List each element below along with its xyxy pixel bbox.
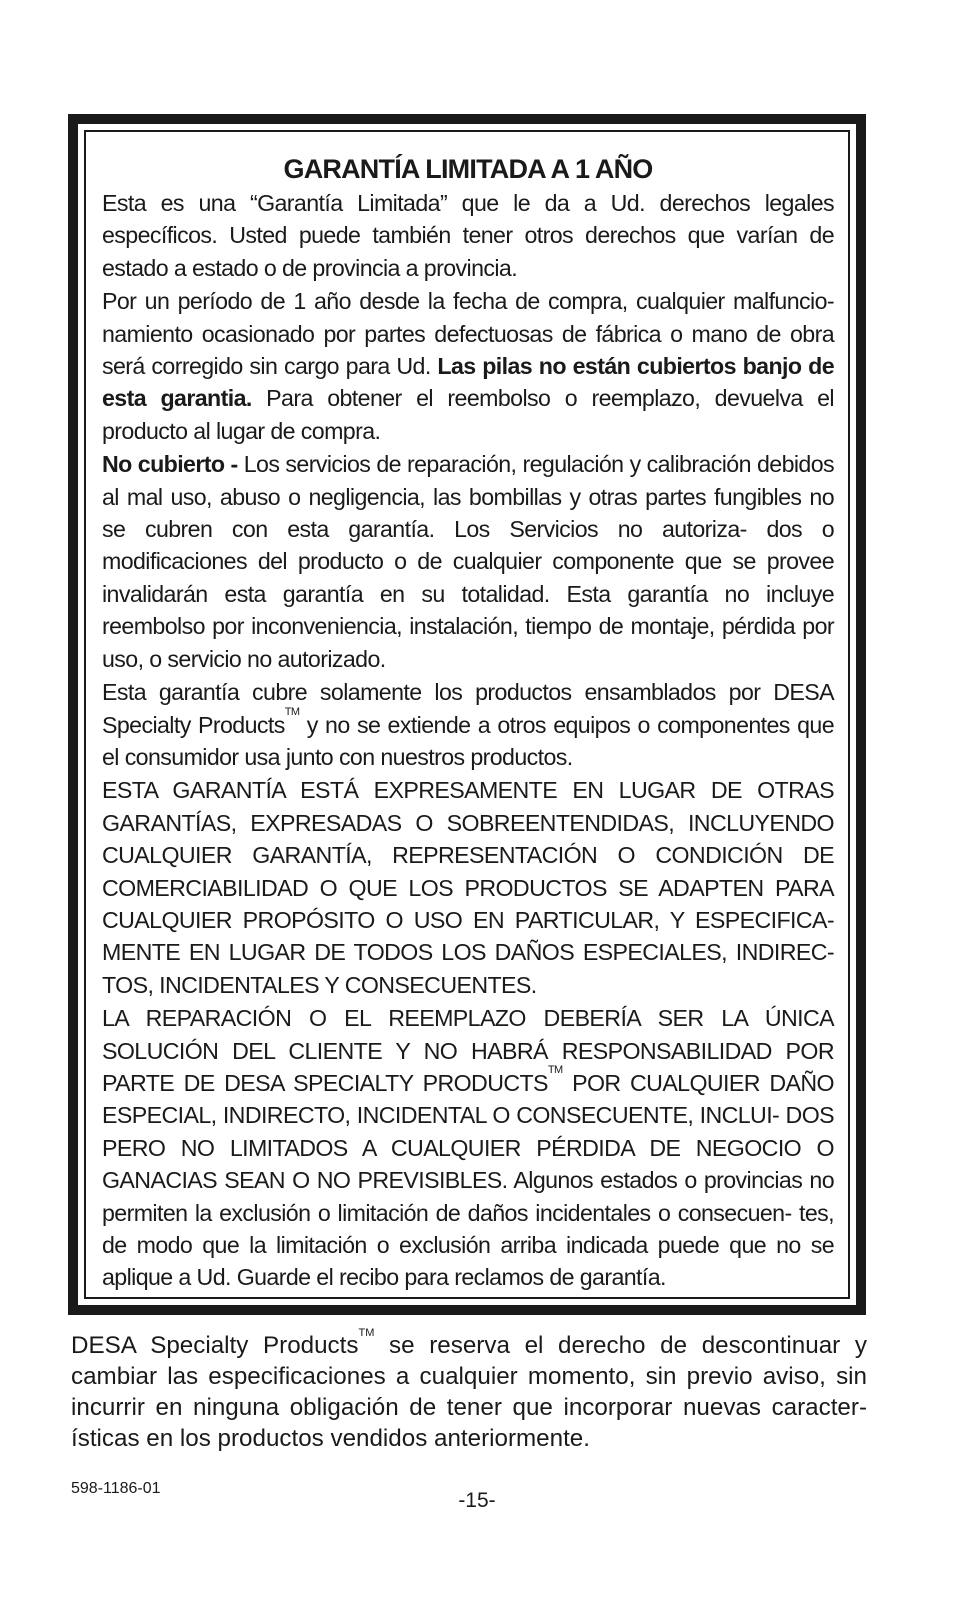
part-number: 598-1186-01 (71, 1480, 161, 1497)
trademark-mark: TM (284, 705, 300, 718)
notice-text-start: DESA Specialty Products (71, 1332, 359, 1359)
warranty-paragraph-scope (102, 676, 834, 773)
trademark-mark: TM (358, 1327, 375, 1339)
not-covered-label: No cubierto - (102, 451, 244, 478)
warranty-paragraph-coverage (102, 285, 834, 447)
not-covered-text: Los servicios de reparación, regulación y calibración debidos al mal uso, abuso o negligencia, las bombillas y otras partes fungibles no se cubren con esta garantía. Los Servicios no autoriza- dos o modificaciones del producto o de cualquier componente que se provee invalidarán esta garantía en su totalidad. Esta garantía no incluye reembolso por inconveniencia, instalación, tiempo de montaje, pérdida por uso, o servicio no autorizado. (102, 451, 834, 672)
warranty-paragraph-not-covered (102, 448, 834, 675)
warranty-frame-inner (78, 124, 856, 1305)
trademark-mark: TM (547, 1063, 563, 1076)
notice-text-end: se reserva el derecho de descontinuar y cambiar las especificaciones a cualquier momento, sin previo aviso, sin incurrir en ninguna obligación de tener que incorporar nuevas caracter- ísticas en los productos vendidos anteriormente. (71, 1332, 867, 1452)
page-number: -15- (458, 1489, 496, 1512)
warranty-paragraph-intro: Esta es una “Garantía Limitada” que le da a Ud. derechos legales específicos. Usted puede también tener otros derechos que varían de estado a estado o de provincia a provincia. (102, 190, 834, 281)
refund-text: Para obtener el reembolso o reemplazo, devuelva el producto al lugar de compra. (102, 385, 834, 444)
remedy-text-end: POR CUALQUIER DAÑO ESPECIAL, INDIRECTO, INCIDENTAL O CONSECUENTE, INCLUI- DOS PERO NO LIMITADOS A CUALQUIER PÉRDIDA DE NEGOCIO O GANACIAS SEAN O NO PREVISIBLES. Algunos estados o provincias no permiten la exclusión o limitación de daños incidentales o consecuen- tes, de modo que la limitación o exclusión arriba indicada puede que no se aplique a Ud. Guarde el recibo para reclamos de garantía. (102, 1069, 834, 1291)
scope-text-end: y no se extiende a otros equipos o componentes que el consumidor usa junto con nuestros productos. (102, 711, 834, 770)
specifications-notice (71, 1327, 867, 1454)
scope-text-start: Esta garantía cubre solamente los productos ensamblados por DESA Specialty Products (102, 679, 834, 738)
warranty-paragraph-remedy (102, 1002, 834, 1294)
coverage-text: Por un período de 1 año desde la fecha de compra, cualquier malfuncio- namiento ocasionado por partes defectuosas de fábrica o mano de obra será corregido sin cargo para Ud. (102, 288, 834, 380)
warranty-frame (68, 114, 866, 1315)
warranty-paragraph-disclaimer: ESTA GARANTÍA ESTÁ EXPRESAMENTE EN LUGAR DE OTRAS GARANTÍAS, EXPRESADAS O SOBREENTENDIDAS, INCLUYENDO CUALQUIER GARANTÍA, REPRESENTACIÓN O CONDICIÓN DE COMERCIABILIDAD O QUE LOS PRODUCTOS SE ADAPTEN PARA CUALQUIER PROPÓSITO O USO EN PARTICULAR, Y ESPECIFICA- MENTE EN LUGAR DE TODOS LOS DAÑOS ESPECIALES, INDIREC- TOS, INCIDENTALES Y CONSECUENTES. (102, 777, 834, 998)
remedy-text-start: LA REPARACIÓN O EL REEMPLAZO DEBERÍA SER LA ÚNICA SOLUCIÓN DEL CLIENTE Y NO HABRÁ RESPONSABILIDAD POR PARTE DE DESA SPECIALTY PRODUCTS (102, 1005, 834, 1096)
batteries-exclusion: Las pilas no están cubiertos banjo de esta garantia. (102, 353, 834, 412)
warranty-box (84, 130, 850, 1299)
warranty-title: GARANTÍA LIMITADA A 1 AÑO (283, 154, 653, 184)
